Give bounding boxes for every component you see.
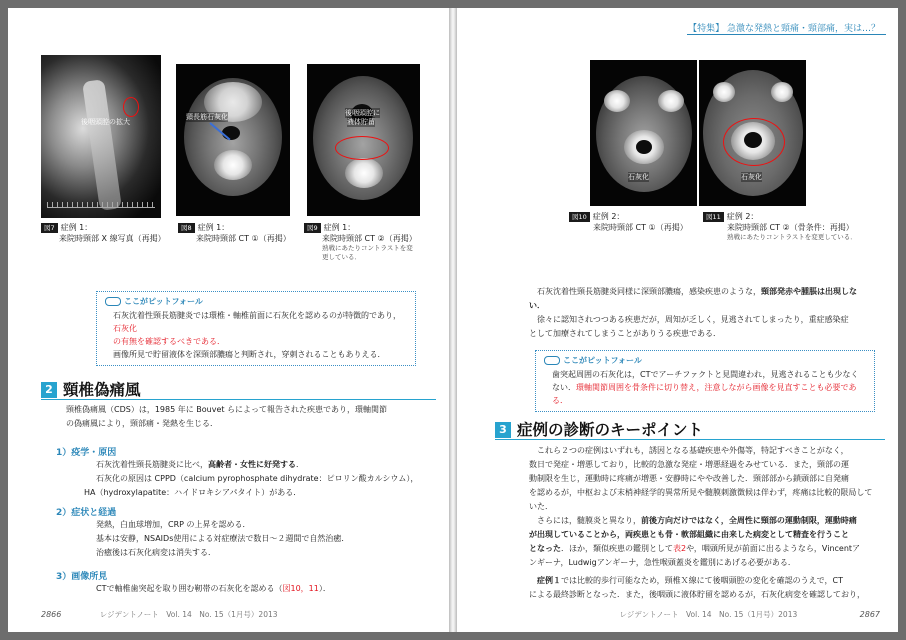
running-head: 【特集】 急激な発熱と頸痛・頸部痛，実は…？: [688, 24, 880, 34]
fig11-ct-image: [699, 60, 806, 206]
subheading-imaging: 3）画像所見: [56, 572, 108, 582]
fig9-tag: 図9: [304, 223, 321, 233]
left-footer: [41, 609, 278, 620]
fig11-caption-line1: 症例 2：: [726, 212, 759, 221]
epidemiology-text: [84, 458, 436, 500]
section-2-title: 頸椎偽痛風: [63, 381, 141, 399]
s3-line11: による最終診断となった．また，後咽頭に液体貯留を認めるが，石灰化病変を確認しており，: [529, 590, 865, 599]
section-2-heading: [41, 378, 141, 400]
section-3-number: 3: [495, 422, 511, 438]
s3-line4: を認めるが，中枢および末梢神経学的異常所見や髄膜刺激徴候は伴わず，疼痛は比較的限局して: [529, 488, 873, 497]
pitfall-title-left: [105, 295, 407, 308]
fig7-caption: [41, 222, 171, 244]
book-gutter: [449, 8, 457, 632]
fig8-caption-line2: 来院時頸部 CT ①（再掲）: [196, 234, 291, 243]
section-3-title: 症例の診断のキーポイント: [517, 421, 704, 439]
imaging-text: [96, 582, 436, 596]
fig11-caption: [703, 211, 883, 242]
sec2-intro-line2: の偽痛風により，頸部痛・発熱を生じる．: [66, 419, 218, 428]
pointing-hand-icon: [105, 297, 121, 306]
fig10-tag: 図10: [569, 212, 590, 222]
sym-line1: 発熱，白血球増加，CRP の上昇を認める．: [96, 520, 251, 529]
section-3-rule: [495, 439, 885, 440]
pitfall-title-text: ここがピットフォール: [124, 297, 203, 306]
fig9-red-ring: [335, 136, 389, 160]
pitfall-left-line2: の有無を確認するべきである．: [113, 337, 225, 346]
subheading-symptoms: 2）症状と経過: [56, 508, 117, 518]
section-3-heading: [495, 418, 703, 440]
section-2-number: 2: [41, 382, 57, 398]
epi-line3: HA（hydroxylapatite：ハイドロキシアパタイト）がある．: [84, 488, 302, 497]
fig8-caption-line1: 症例 1：: [197, 223, 230, 232]
s3-line10: 症例１では比較的歩行可能なため，頸椎Ｘ線にて後咽頭腔の変化を確認のうえで，CT: [537, 576, 843, 585]
fig8-annotation: 頸長筋石灰化: [186, 113, 228, 121]
pitfall-right-line2: ない．環軸関節周囲を骨条件に切り替え，注意しながら画像を見直すことも必要である．: [552, 383, 857, 405]
right-intro-text: [529, 285, 884, 341]
s3-line9: ンギーナ，Ludwigアンギーナ，急性喉頭蓋炎を鑑別にあげる必要がある．: [529, 558, 796, 567]
cervical-spine-shape: [82, 79, 122, 211]
sec2-intro-line1: 頸椎偽痛風（CDS）は，1985 年に Bouvet らによって報告された疾患であり，環軸関節: [66, 405, 388, 414]
fig8-ct-image: [176, 64, 290, 216]
fig9-caption: [304, 222, 444, 262]
s3-line6: さらには，髄膜炎と異なり，前後方向だけではなく，全周性に頸部の運動制限，運動時痛: [537, 516, 857, 525]
fig10-annotation: 石灰化: [628, 173, 649, 181]
img-line1: CTで軸椎歯突起を取り囲む靭帯の石灰化を認める（図10，11）．: [96, 584, 331, 593]
sym-line2: 基本は安静，NSAIDs使用による対症療法で数日～２週間で自然治癒．: [96, 534, 350, 543]
s3-line8: となった．ほか，類似疾患の鑑別として表2や，咽頭所見が前面に出るようなら，Vincentア: [529, 544, 861, 553]
fig7-red-marker: [123, 97, 139, 117]
rintro-line4: として加療されてしまうことがありうる疾患である．: [529, 329, 721, 338]
fig7-annotation: 後咽頭腔の拡大: [81, 118, 130, 126]
fig10-caption-line2: 来院時頸部 CT ①（再掲）: [593, 223, 688, 232]
fig9-annotation-line1: 後咽頭腔に: [345, 109, 380, 117]
left-footer-text: レジデントノート Vol. 14 No. 15（1月号）2013: [99, 610, 278, 619]
s3-line1: これら２つの症例はいずれも，誘因となる基礎疾患や外傷等，特記すべきことがなく，: [537, 446, 849, 455]
fig9-caption-line2: 来院時頸部 CT ②（再掲）: [322, 234, 417, 243]
symptoms-text: [96, 518, 436, 560]
fig11-caption-line2: 来院時頸部 CT ②（骨条件：再掲）: [727, 223, 854, 232]
fig9-caption-line1: 症例 1：: [323, 223, 356, 232]
fig8-tag: 図8: [178, 223, 195, 233]
pitfall-title-right: [544, 354, 866, 367]
fig11-tag: 図11: [703, 212, 724, 222]
fig11-red-ring: [723, 118, 785, 166]
left-page-number: 2866: [41, 610, 62, 619]
rintro-line3: 徐々に認知されつつある疾患だが，周知が乏しく，見逃されてしまったり，重症感染症: [537, 315, 849, 324]
fig9-note-line1: 熟戦にあたりコントラストを変: [322, 244, 413, 252]
rintro-line1: 石灰沈着性頸長筋腱炎同様に深頸部膿瘍，感染疾患のような，頸部発赤や腫脹は出現しな: [537, 287, 857, 296]
fig10-ct-image: [590, 60, 697, 206]
fig8-caption: [178, 222, 298, 244]
fig9-note-line2: 更している．: [322, 253, 361, 261]
fig10-caption-line1: 症例 2：: [592, 212, 625, 221]
epi-line2: 石灰化の原因は CPPD（calcium pyrophosphate dihydrate：ピロリン酸カルシウム），: [96, 474, 419, 483]
right-page-number: 2867: [859, 610, 880, 619]
fig10-caption: [569, 211, 694, 233]
fig7-tag: 図7: [41, 223, 58, 233]
s3-line7: が出現していることから，両疾患とも骨・軟部組織に由来した病変として精査を行うこと: [529, 530, 849, 539]
fig11-note: 熟戦にあたりコントラストを変更している．: [727, 233, 857, 241]
pitfall-right-line1: 歯突起周囲の石灰化は，CTでアーチファクトと見間違われ，見逃されることも少なく: [552, 370, 859, 379]
fig9-annotation-line2: 液体貯留: [347, 118, 375, 126]
running-head-rule: [687, 34, 886, 35]
rintro-line2: い．: [529, 301, 545, 310]
s3-line2: 数日で発症・増悪しており，比較的急激な発症・増悪経過をみせている．また，頸部の運: [529, 460, 849, 469]
pitfall-left-line1: 石灰沈着性頸長筋腱炎では環椎・軸椎前面に石灰化を認めるのが特徴的であり，石灰化: [113, 311, 401, 333]
fig7-xray-image: [41, 55, 161, 218]
pitfall-box-right: [535, 350, 875, 412]
s3-line3: 動制限を生じ，運動時に疼痛が増悪・安静時にやや改善した．頸部部から鎖頭部に自発痛: [529, 474, 849, 483]
pitfall-title-right-text: ここがピットフォール: [563, 356, 642, 365]
fig9-ct-image: [307, 64, 420, 216]
fig7-caption-line2: 来院時頸部 X 線写真（再掲）: [59, 234, 166, 243]
right-footer: [619, 609, 880, 620]
right-footer-text: レジデントノート Vol. 14 No. 15（1月号）2013: [619, 610, 798, 619]
section-2-intro: [66, 403, 436, 431]
fig11-annotation: 石灰化: [741, 173, 762, 181]
section-3-body: [529, 444, 885, 602]
pitfall-left-line3: 画像所見で貯留液体を深頸部膿瘍と判断され，穿刺されることもありえる．: [113, 350, 386, 359]
fig7-scale-bar: [47, 202, 155, 208]
pitfall-box-left: [96, 291, 416, 366]
sym-line3: 治癒後は石灰化病変は消失する．: [96, 548, 216, 557]
fig7-caption-line1: 症例 1：: [60, 223, 93, 232]
s3-line5: いた．: [529, 502, 553, 511]
section-2-rule: [41, 399, 436, 400]
pointing-hand-icon: [544, 356, 560, 365]
subheading-epidemiology: 1）疫学・原因: [56, 448, 117, 458]
right-page: [457, 8, 898, 632]
left-page: [8, 8, 449, 632]
epi-line1: 石灰沈着性頸長筋腱炎に比べ，高齢者・女性に好発する．: [96, 460, 304, 469]
